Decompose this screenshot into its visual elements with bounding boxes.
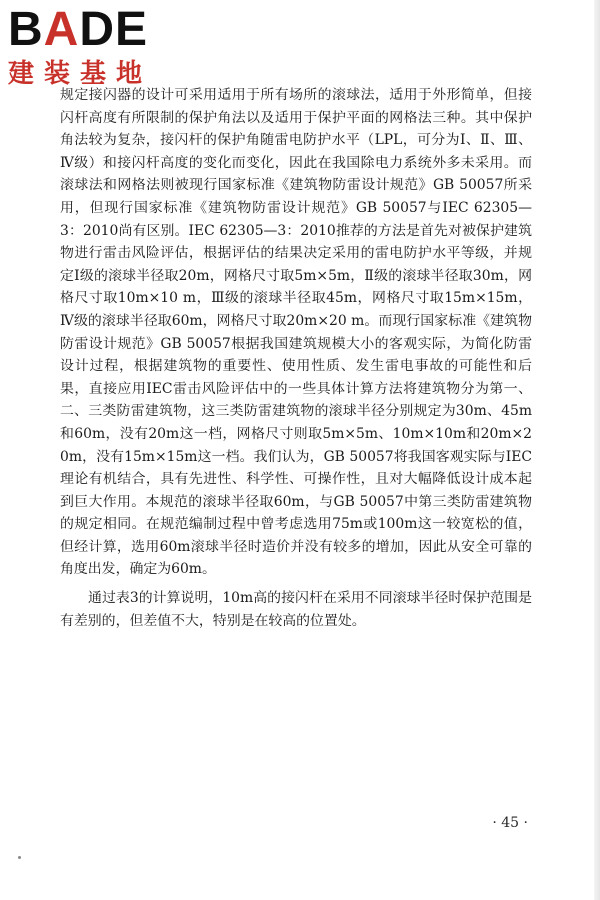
watermark-subtitle: 建装基地	[8, 59, 153, 89]
page-edge-shadow	[594, 0, 600, 900]
watermark-logo-text: BADE	[8, 3, 149, 56]
document-body	[60, 84, 532, 632]
watermark-logo	[8, 4, 178, 90]
scan-artifact-dot	[18, 856, 21, 859]
watermark-logo-accent: A	[43, 3, 80, 56]
page-number: · 45 ·	[492, 815, 528, 831]
body-paragraph-1: 规定接闪器的设计可采用适用于所有场所的滚球法，适用于外形简单，但接闪杆高度有所限制的保护角法以及适用于保护平面的网格法三种。其中保护角法较为复杂，接闪杆的保护角随雷电防护水平（LPL，可分为Ⅰ、Ⅱ、Ⅲ、Ⅳ级）和接闪杆高度的变化而变化，因此在我国除电力系统外多未采用。而滚球法和网格法则被现行国家标准《建筑物防雷设计规范》GB 50057所采用，但现行国家标准《建筑物防雷设计规范》GB 50057与IEC 62305—3：2010尚有区别。IEC 62305—3：2010推荐的方法是首先对被保护建筑物进行雷击风险评估，根据评估的结果决定采用的雷电防护水平等级，并规定Ⅰ级的滚球半径取20m，网格尺寸取5m×5m，Ⅱ级的滚球半径取30m，网格尺寸取10m×10 m，Ⅲ级的滚球半径取45m，网格尺寸取15m×15m，Ⅳ级的滚球半径取60m，网格尺寸取20m×20 m。而现行国家标准《建筑物防雷设计规范》GB 50057根据我国建筑规模大小的客观实际，为简化防雷设计过程，根据建筑物的重要性、使用性质、发生雷电事故的可能性和后果，直接应用IEC雷击风险评估中的一些具体计算方法将建筑物分为第一、二、三类防雷建筑物，这三类防雷建筑物的滚球半径分别规定为30m、45m和60m，没有20m这一档，网格尺寸则取5m×5m、10m×10m和20m×20m，没有15m×15m这一档。我们认为，GB 50057将我国客观实际与IEC理论有机结合，具有先进性、科学性、可操作性，且对大幅降低设计成本起到巨大作用。本规范的滚球半径取60m，与GB 50057中第三类防雷建筑物的规定相同。在规范编制过程中曾考虑选用75m或100m这一较宽松的值，但经计算，选用60m滚球半径时造价并没有较多的增加，因此从安全可靠的角度出发，确定为60m。	[60, 87, 532, 578]
body-paragraph-2: 通过表3的计算说明，10m高的接闪杆在采用不同滚球半径时保护范围是有差别的，但差值不大，特别是在较高的位置处。	[60, 590, 532, 629]
